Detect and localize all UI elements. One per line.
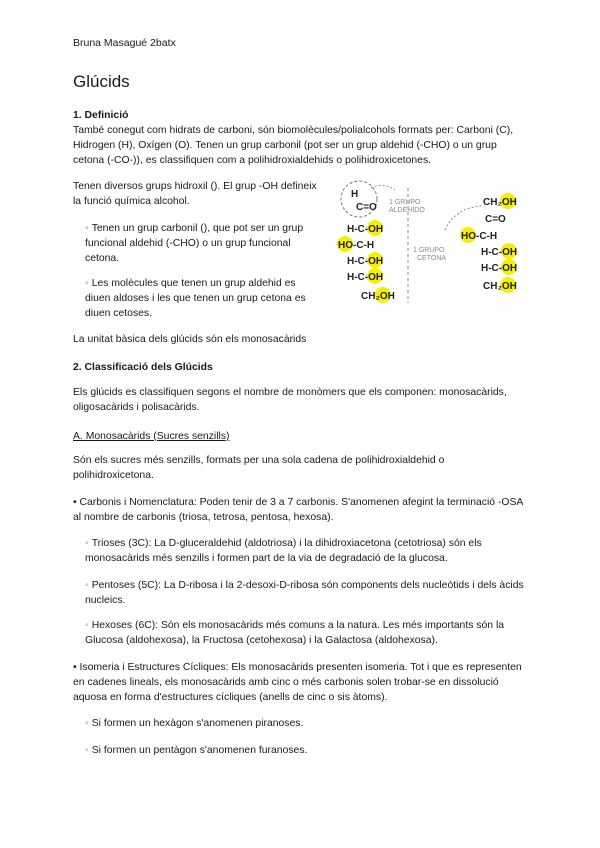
- svg-text:C=O: C=O: [356, 202, 377, 213]
- pyranoses-bullet-text: Si formen un hexàgon s'anomenen piranoses.: [91, 718, 304, 729]
- ketose-row: C=O: [485, 214, 506, 225]
- bullet-icon: ◦: [85, 223, 89, 234]
- ketose-row: H-C-OH: [481, 247, 518, 258]
- nomenclature-paragraph: • Carbonis i Nomenclatura: Poden tenir de 3 a 7 carbonis. S'anomenen afegint la terminació -OSA al nombre de carbonis (triosa, tetrosa, pentosa, hexosa).: [73, 497, 523, 523]
- pentoses-bullet: [73, 578, 525, 608]
- bullet-icon: ◦: [85, 580, 89, 591]
- classification-paragraph: Els glúcids es classifiquen segons el nombre de monòmers que els componen: monosacàrids, oligosacàrids i polisacàrids.: [73, 387, 507, 413]
- ketose-row: CH₂OH: [483, 197, 517, 208]
- aldose-ketose-bullet-text: Les molècules que tenen un grup aldehid es diuen aldoses i les que tenen un grup cetona es diuen cetoses.: [85, 278, 306, 319]
- bullet-icon: ◦: [85, 278, 89, 289]
- aldose-row: H-C-OH: [347, 256, 384, 267]
- section-2-heading: 2. Classificació dels Glúcids: [73, 362, 213, 373]
- trioses-bullet-text: Trioses (3C): La D-gluceraldehid (aldotriosa) i la dihidroxiacetona (cetotriosa) són els monosacàrids més senzills i formen part de la via de degradació de la glucosa.: [85, 538, 482, 564]
- label-cetona-2: CETONA: [417, 255, 447, 262]
- monosaccharides-subheading: A. Monosacàrids (Sucres senzills): [73, 431, 230, 442]
- ketose-row: CH₂OH: [483, 281, 517, 292]
- bullet-icon: ◦: [85, 745, 89, 756]
- label-aldehido-2: ALDEHÍDO: [389, 207, 425, 214]
- carbonyl-bullet: [73, 221, 323, 266]
- bullet-icon: ◦: [85, 620, 89, 631]
- aldose-row: H-C-OH: [347, 224, 384, 235]
- definition-paragraph: També conegut com hidrats de carboni, són biomolècules/polialcohols formats per: Carboni (C), Hidrogen (H), Oxígen (O). Tenen un grup carbonil (pot ser un grup aldehid (-CHO) o un grup cetona (-CO-)), es classifiquen com a polihidroxialdehids o polihidroxicetones.: [73, 125, 514, 166]
- monosaccharides-paragraph: Són els sucres més senzills, formats per una sola cadena de polihidroxialdehid o polihidroxicetona.: [73, 455, 445, 481]
- pyranoses-bullet: [73, 716, 525, 731]
- aldose-ketose-bullet: [73, 276, 323, 321]
- carbonyl-bullet-text: Tenen un grup carbonil (), que pot ser un grup funcional aldehid (-CHO) o un grup funcional cetona.: [85, 223, 304, 264]
- label-cetona-1: 1 GRUPO: [413, 247, 445, 254]
- furanoses-bullet-text: Si formen un pentàgon s'anomenen furanoses.: [91, 745, 308, 756]
- bullet-icon: ◦: [85, 538, 89, 549]
- ketose-row: H-C-OH: [481, 263, 518, 274]
- hexoses-bullet-text: Hexoses (6C): Són els monosacàrids més comuns a la natura. Les més importants són la Glucosa (aldohexosa), la Fructosa (cetohexosa) i la Galactosa (aldohexosa).: [85, 620, 505, 646]
- ketose-row: HO-C-H: [461, 231, 498, 242]
- pentoses-bullet-text: Pentoses (5C): La D-ribosa i la 2-desoxi-D-ribosa són components dels nucleòtids i dels àcids nucleics.: [85, 580, 524, 606]
- page-title: Glúcids: [73, 72, 130, 91]
- author-header: Bruna Masagué 2batx: [73, 37, 176, 49]
- hydroxyl-paragraph: Tenen diversos grups hidroxil (). El grup -OH defineix la funció química alcohol.: [73, 181, 317, 207]
- hexoses-bullet: [73, 618, 525, 648]
- bullet-icon: ◦: [85, 718, 89, 729]
- trioses-bullet: [73, 536, 525, 566]
- aldose-row: CH₂OH: [361, 291, 395, 302]
- label-aldehido-1: 1 GRUPO: [389, 199, 421, 206]
- aldose-row: H-C-OH: [347, 272, 384, 283]
- isomeria-paragraph: • Isomeria i Estructures Cícliques: Els monosacàrids presenten isomeria. Tot i que es representen en cadenes lineals, els monosacàrids amb cinc o més carbonis solen trobar-se en dissolució aquosa en forma d'estructures cícliques (anells de cinc o sis àtoms).: [73, 662, 522, 703]
- furanoses-bullet: [73, 743, 525, 758]
- aldose-ketose-diagram: [333, 178, 522, 308]
- aldose-row: HO-C-H: [338, 240, 375, 251]
- svg-text:H: H: [351, 189, 359, 200]
- section-1-heading: 1. Definició: [73, 110, 129, 121]
- basic-unit-paragraph: La unitat bàsica dels glúcids són els monosacàrids: [73, 334, 307, 345]
